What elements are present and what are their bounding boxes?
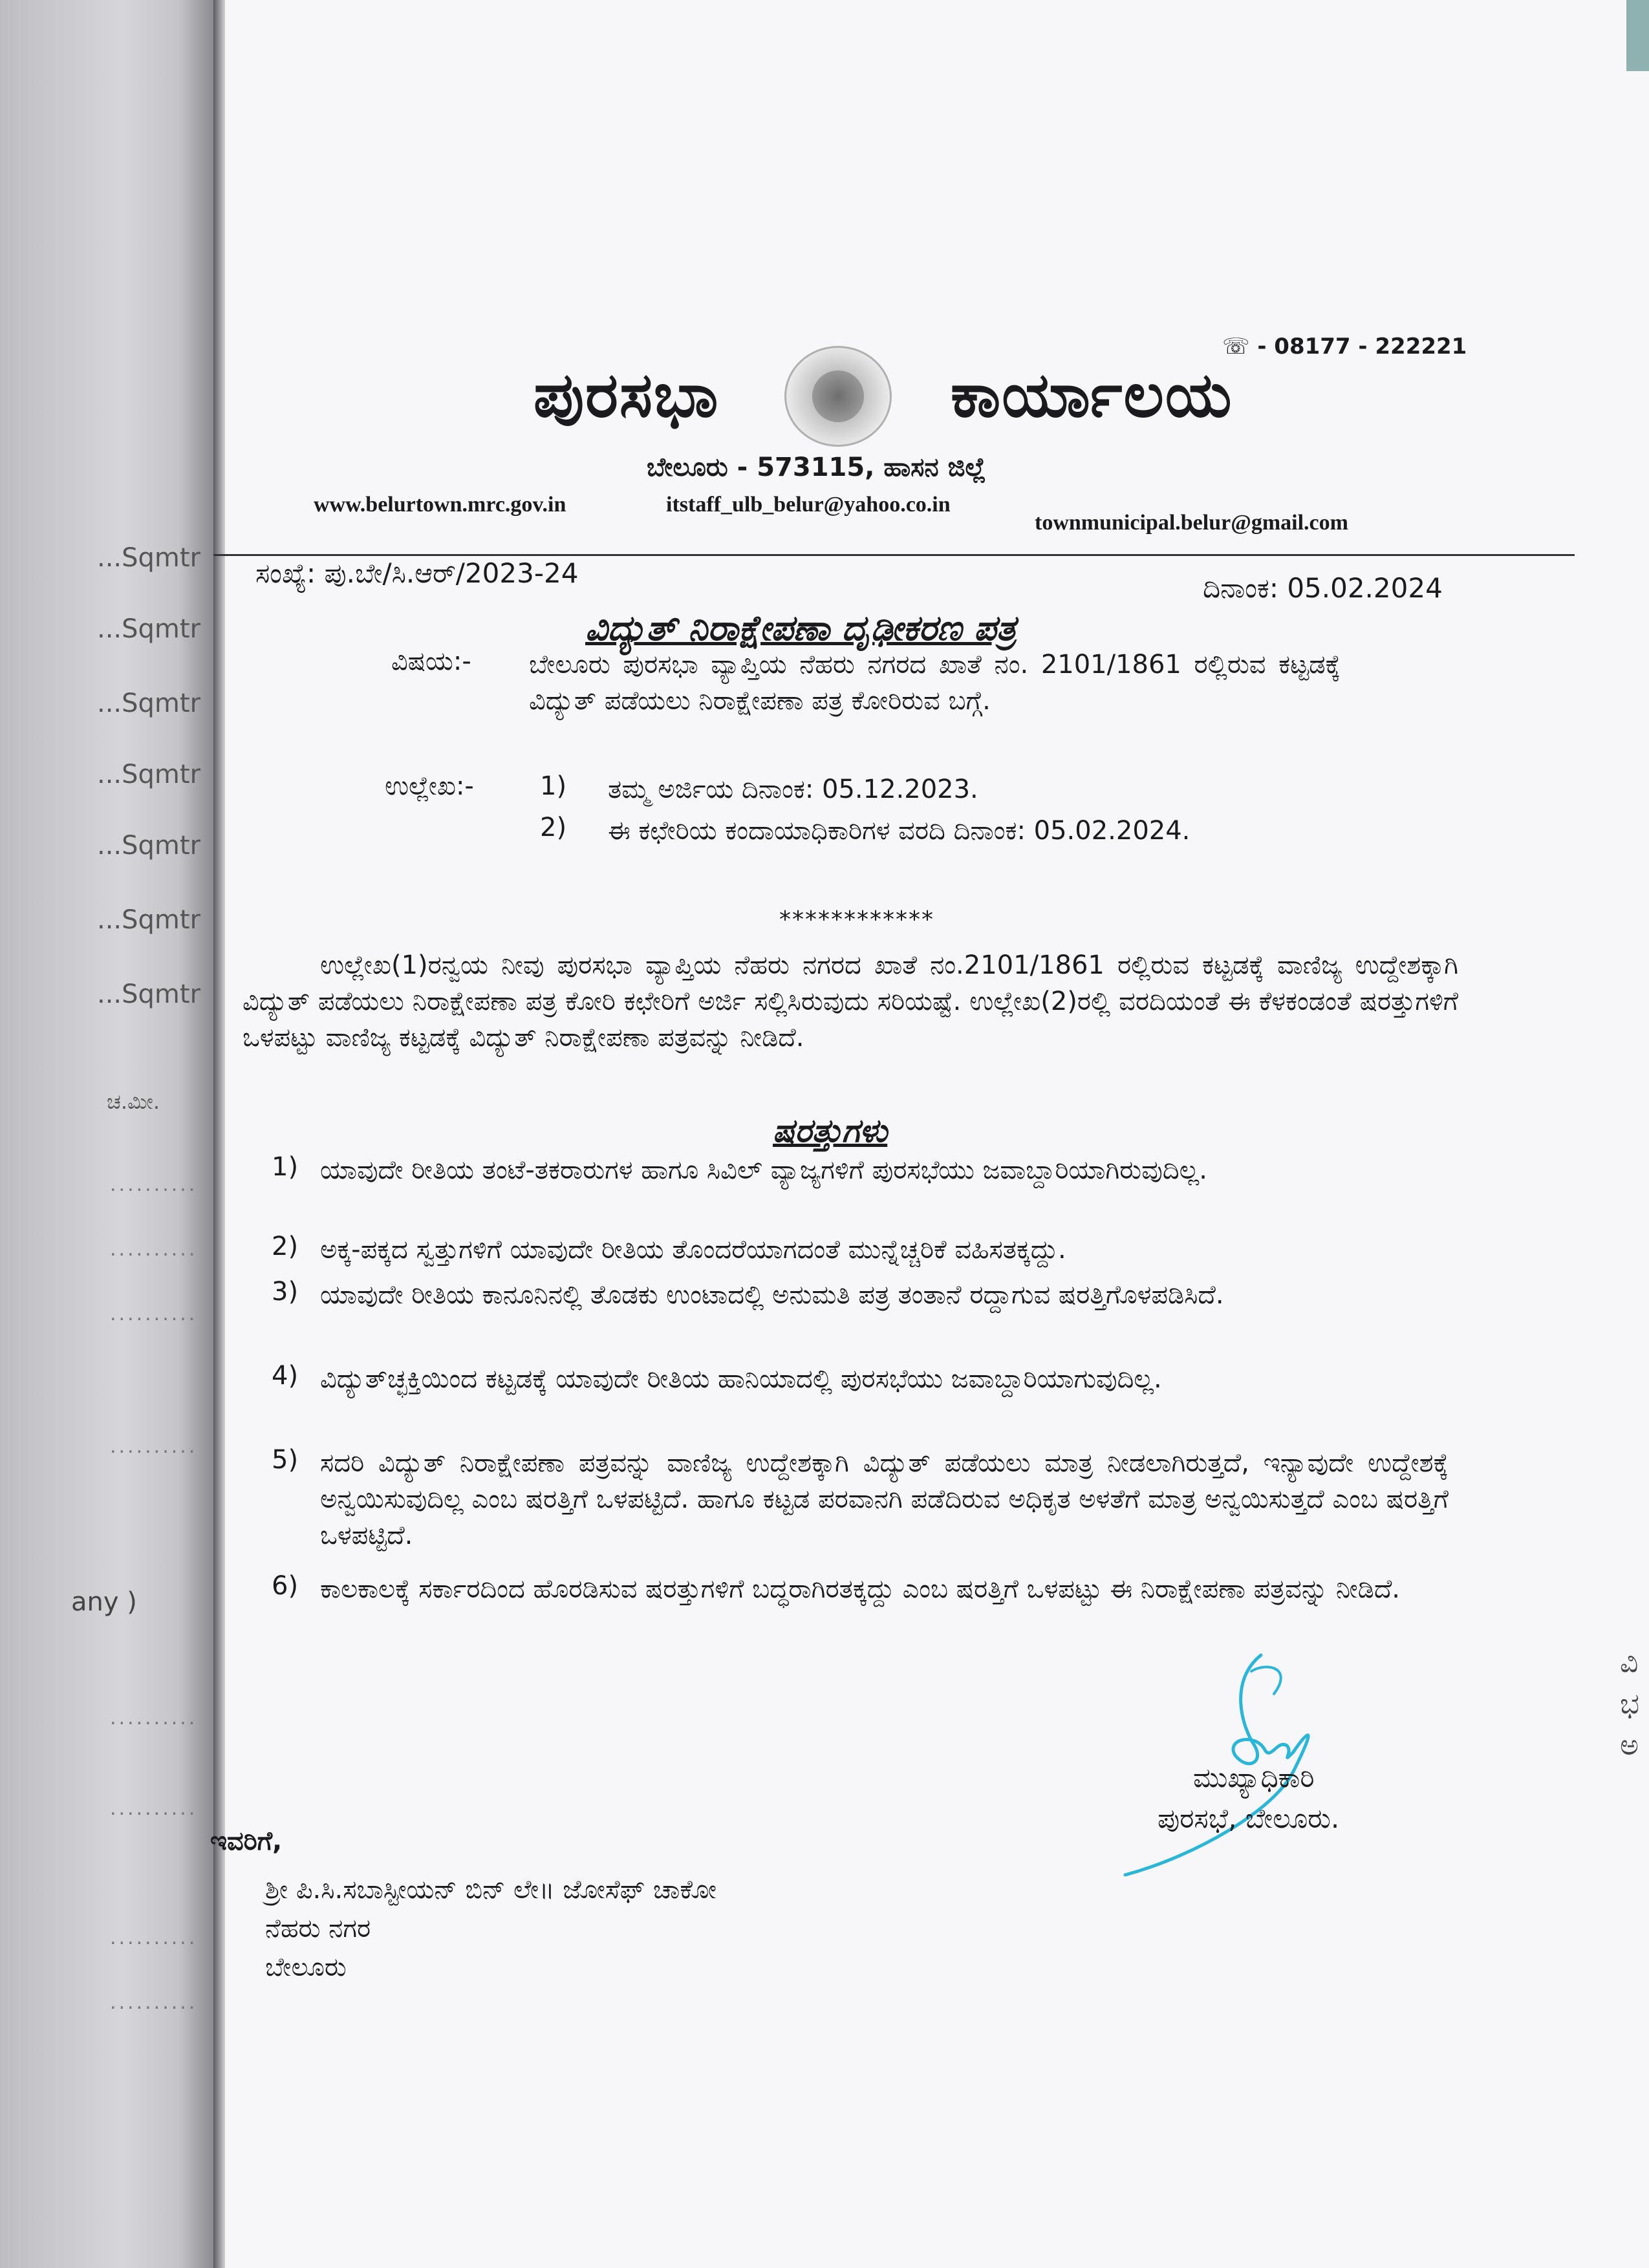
letter-date: ದಿನಾಂಕ: 05.02.2024 <box>1203 572 1443 604</box>
left-sqm-label: ...Sqmtr <box>97 614 201 644</box>
left-dotted-line: .......... <box>110 1927 198 1949</box>
addressee-town: ಬೇಲೂರು <box>265 1952 347 1982</box>
reference-item-text: ಈ ಕಛೇರಿಯ ಕಂದಾಯಾಧಿಕಾರಿಗಳ ವರದಿ ದಿನಾಂಕ: 05.02.2024. <box>608 816 1191 846</box>
condition-number: 1) <box>272 1152 299 1182</box>
condition-text: ವಿದ್ಯುತ್‌ಚ್ಛಕ್ತಿಯಿಂದ ಕಟ್ಟಡಕ್ಕೆ ಯಾವುದೇ ರೀತಿಯ ಹಾನಿಯಾದಲ್ಲಿ ಪುರಸಭೆಯು ಜವಾಬ್ದಾರಿಯಾಗುವುದಿಲ್ಲ. <box>320 1364 1162 1394</box>
condition-text: ಕಾಲಕಾಲಕ್ಕೆ ಸರ್ಕಾರದಿಂದ ಹೊರಡಿಸುವ ಷರತ್ತುಗಳಿಗೆ ಬದ್ಧರಾಗಿರತಕ್ಕದ್ದು ಎಂಬ ಷರತ್ತಿಗೆ ಒಳಪಟ್ಟು ಈ ನಿರಾಕ್ಷೇಪಣಾ ಪತ್ರವನ್ನು ನೀಡಿದೆ. <box>320 1574 1401 1604</box>
addressee-locality: ನೆಹರು ನಗರ <box>265 1914 371 1943</box>
website-link: www.belurtown.mrc.gov.in <box>314 493 566 517</box>
phone-number: ☏ - 08177 - 222221 <box>1222 334 1467 359</box>
left-dotted-line: .......... <box>110 1238 198 1261</box>
left-dotted-line: .......... <box>110 1797 198 1820</box>
addressee-label: ಇವರಿಗೆ, <box>210 1826 283 1856</box>
office-title-left: ಪುರಸಭಾ <box>534 359 720 431</box>
left-any-label: any ) <box>71 1587 137 1617</box>
conditions-title: ಷರತ್ತುಗಳು <box>773 1112 888 1150</box>
reference-item-number: 1) <box>540 771 567 801</box>
reference-item-text: ತಮ್ಮ ಅರ್ಜಿಯ ದಿನಾಂಕ: 05.12.2023. <box>608 775 978 804</box>
letter-title: ವಿದ್ಯುತ್ ನಿರಾಕ್ಷೇಪಣಾ ದೃಢೀಕರಣ ಪತ್ರ <box>585 608 1017 648</box>
reference-item-number: 2) <box>540 813 567 842</box>
reference-number: ಸಂಖ್ಯೆ: ಪು.ಬೇ/ಸಿ.ಆರ್/2023-24 <box>255 557 579 589</box>
left-sqm-label: ...Sqmtr <box>97 689 201 718</box>
left-dotted-line: .......... <box>110 1991 198 2014</box>
left-dotted-line: .......... <box>110 1173 198 1196</box>
condition-number: 5) <box>272 1445 299 1475</box>
condition-text: ಸದರಿ ವಿದ್ಯುತ್ ನಿರಾಕ್ಷೇಪಣಾ ಪತ್ರವನ್ನು ವಾಣಿಜ್ಯ ಉದ್ದೇಶಕ್ಕಾಗಿ ವಿದ್ಯುತ್ ಪಡೆಯಲು ಮಾತ್ರ ನೀಡಲಾಗಿರುತ್ತದೆ, ಇನ್ಯಾವುದೇ ಉದ್ದೇಶಕ್ಕೆ ಅನ್ವಯಿಸುವುದಿಲ್ಲ ಎಂಬ ಷರತ್ತಿಗೆ ಒಳಪಟ್ಟಿದೆ. ಹಾಗೂ ಕಟ್ಟಡ ಪರವಾನಗಿ ಪಡೆದಿರುವ ಅಧಿಕೃತ ಅಳತೆಗೆ ಮಾತ್ರ ಅನ್ವಯಿಸುತ್ತದೆ ಎಂಬ ಷರತ್ತಿಗೆ ಒಳಪಟ್ಟಿದೆ. <box>320 1448 1449 1550</box>
subject-text: ಬೇಲೂರು ಪುರಸಭಾ ವ್ಯಾಪ್ತಿಯ ನೆಹರು ನಗರದ ಖಾತೆ ನಂ. 2101/1861 ರಲ್ಲಿರುವ ಕಟ್ಟಡಕ್ಕೆ ವಿದ್ಯುತ್ ಪಡೆಯಲು ನಿರಾಕ್ಷೇಪಣಾ ಪತ್ರ ಕೋರಿರುವ ಬಗ್ಗೆ. <box>529 650 1341 716</box>
left-dotted-line: .......... <box>110 1707 198 1729</box>
condition-number: 2) <box>272 1232 299 1261</box>
book-spine-shadow <box>213 0 225 2268</box>
addressee-name: ಶ್ರೀ ಪಿ.ಸಿ.ಸಬಾಸ್ಟೀಯನ್ ಬಿನ್ ಲೇ॥ ಜೋಸೆಫ್ ಚಾಕೋ <box>265 1875 717 1905</box>
header-divider <box>213 554 1575 556</box>
left-sqm-label: ...Sqmtr <box>97 543 201 573</box>
office-address: ಬೇಲೂರು - 573115, ಹಾಸನ ಜಿಲ್ಲೆ <box>647 453 986 482</box>
references-label: ಉಲ್ಲೇಖ:- <box>385 771 474 801</box>
left-sqm-label: ...Sqmtr <box>97 760 201 789</box>
left-sqm-label: ...Sqmtr <box>97 831 201 861</box>
separator-stars: ************ <box>779 906 934 933</box>
right-page-bleed: ವಿ ಭ ಅ <box>1620 1646 1640 1762</box>
left-sqm-label: ...Sqmtr <box>97 979 201 1009</box>
left-cm-label: ಚ.ಮೀ. <box>107 1089 160 1114</box>
condition-number: 3) <box>272 1277 299 1307</box>
left-dotted-line: .......... <box>110 1435 198 1458</box>
background-strip <box>1626 0 1649 71</box>
office-title-right: ಕಾರ್ಯಾಲಯ <box>951 359 1233 431</box>
signatory-title: ಮುಖ್ಯಾಧಿಕಾರಿ <box>1193 1762 1315 1793</box>
municipal-seal-logo <box>784 346 892 447</box>
condition-text: ಯಾವುದೇ ರೀತಿಯ ತಂಟೆ-ತಕರಾರುಗಳ ಹಾಗೂ ಸಿವಿಲ್ ವ್ಯಾಜ್ಯಗಳಿಗೆ ಪುರಸಭೆಯು ಜವಾಬ್ದಾರಿಯಾಗಿರುವುದಿಲ್ಲ. <box>320 1155 1207 1185</box>
signatory-office: ಪುರಸಭೆ, ಬೇಲೂರು. <box>1158 1803 1340 1834</box>
condition-text: ಯಾವುದೇ ರೀತಿಯ ಕಾನೂನಿನಲ್ಲಿ ತೊಡಕು ಉಂಟಾದಲ್ಲಿ ಅನುಮತಿ ಪತ್ರ ತಂತಾನೆ ರದ್ದಾಗುವ ಷರತ್ತಿಗೊಳಪಡಿಸಿದೆ. <box>320 1280 1224 1310</box>
left-dotted-line: .......... <box>110 1303 198 1325</box>
subject-label: ವಿಷಯ:- <box>391 647 471 676</box>
letter-body: ಉಲ್ಲೇಖ(1)ರನ್ವಯ ನೀವು ಪುರಸಭಾ ವ್ಯಾಪ್ತಿಯ ನೆಹರು ನಗರದ ಖಾತೆ ನಂ.2101/1861 ರಲ್ಲಿರುವ ಕಟ್ಟಡಕ್ಕೆ ವಾಣಿಜ್ಯ ಉದ್ದೇಶಕ್ಕಾಗಿ ವಿದ್ಯುತ್ ಪಡೆಯಲು ನಿರಾಕ್ಷೇಪಣಾ ಪತ್ರ ಕೋರಿ ಕಛೇರಿಗೆ ಅರ್ಜಿ ಸಲ್ಲಿಸಿರುವುದು ಸರಿಯಷ್ಟೆ. ಉಲ್ಲೇಖ(2)ರಲ್ಲಿ ವರದಿಯಂತೆ ಈ ಕೆಳಕಂಡಂತೆ ಷರತ್ತುಗಳಿಗೆ ಒಳಪಟ್ಟು ವಾಣಿಜ್ಯ ಕಟ್ಟಡಕ್ಕೆ ವಿದ್ಯುತ್ ನಿರಾಕ್ಷೇಪಣಾ ಪತ್ರವನ್ನು ನೀಡಿದೆ. <box>242 950 1458 1053</box>
email-gmail: townmunicipal.belur@gmail.com <box>1035 511 1348 535</box>
condition-text: ಅಕ್ಕ-ಪಕ್ಕದ ಸ್ವತ್ತುಗಳಿಗೆ ಯಾವುದೇ ರೀತಿಯ ತೊಂದರೆಯಾಗದಂತೆ ಮುನ್ನೆಚ್ಚರಿಕೆ ವಹಿಸತಕ್ಕದ್ದು. <box>320 1235 1066 1265</box>
condition-number: 4) <box>272 1361 299 1391</box>
email-yahoo: itstaff_ulb_belur@yahoo.co.in <box>666 493 951 517</box>
condition-number: 6) <box>272 1571 299 1601</box>
left-sqm-label: ...Sqmtr <box>97 905 201 935</box>
